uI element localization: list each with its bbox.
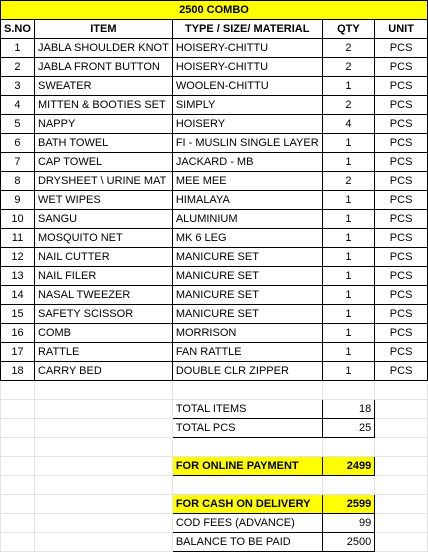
total-pcs-row bbox=[1, 419, 428, 438]
item-cell: DRYSHEET \ URINE MAT bbox=[34, 172, 172, 191]
item-cell: NAIL FILER bbox=[34, 267, 172, 286]
unit-cell: PCS bbox=[375, 115, 428, 134]
qty-cell: 1 bbox=[322, 343, 375, 362]
type-cell: FAN RATTLE bbox=[172, 343, 322, 362]
cod-fees-row-label: COD FEES (ADVANCE) bbox=[172, 514, 322, 533]
table-row bbox=[1, 267, 428, 286]
type-cell: ALUMINIUM bbox=[172, 210, 322, 229]
table-row bbox=[1, 153, 428, 172]
sno-cell: 18 bbox=[1, 362, 35, 381]
unit-cell: PCS bbox=[375, 134, 428, 153]
type-cell: JACKARD - MB bbox=[172, 153, 322, 172]
table-row bbox=[1, 229, 428, 248]
total-items-row-label: TOTAL ITEMS bbox=[172, 400, 322, 419]
qty-cell: 1 bbox=[322, 77, 375, 96]
type-cell: MK 6 LEG bbox=[172, 229, 322, 248]
online-payment-row bbox=[1, 457, 428, 476]
sno-cell: 2 bbox=[1, 58, 35, 77]
type-cell: HOISERY-CHITTU bbox=[172, 58, 322, 77]
unit-cell: PCS bbox=[375, 362, 428, 381]
table-row bbox=[1, 248, 428, 267]
item-cell: MITTEN & BOOTIES SET bbox=[34, 96, 172, 115]
type-cell: DOUBLE CLR ZIPPER bbox=[172, 362, 322, 381]
qty-cell: 1 bbox=[322, 191, 375, 210]
qty-cell: 1 bbox=[322, 248, 375, 267]
table-row bbox=[1, 305, 428, 324]
sno-cell: 8 bbox=[1, 172, 35, 191]
qty-cell: 1 bbox=[322, 362, 375, 381]
sno-cell: 3 bbox=[1, 77, 35, 96]
item-cell: NAPPY bbox=[34, 115, 172, 134]
type-cell: FI - MUSLIN SINGLE LAYER bbox=[172, 134, 322, 153]
header-unit: UNIT bbox=[375, 20, 428, 39]
unit-cell: PCS bbox=[375, 343, 428, 362]
sno-cell: 17 bbox=[1, 343, 35, 362]
qty-cell: 1 bbox=[322, 134, 375, 153]
sno-cell: 7 bbox=[1, 153, 35, 172]
qty-cell: 2 bbox=[322, 96, 375, 115]
header-item: ITEM bbox=[34, 20, 172, 39]
unit-cell: PCS bbox=[375, 229, 428, 248]
header-qty: QTY bbox=[322, 20, 375, 39]
cod-fees-row-value: 99 bbox=[322, 514, 375, 533]
table-row bbox=[1, 115, 428, 134]
cash-on-delivery-row bbox=[1, 495, 428, 514]
qty-cell: 1 bbox=[322, 267, 375, 286]
type-cell: MANICURE SET bbox=[172, 286, 322, 305]
table-row bbox=[1, 96, 428, 115]
qty-cell: 1 bbox=[322, 305, 375, 324]
qty-cell: 1 bbox=[322, 229, 375, 248]
unit-cell: PCS bbox=[375, 286, 428, 305]
sno-cell: 14 bbox=[1, 286, 35, 305]
unit-cell: PCS bbox=[375, 77, 428, 96]
cash-on-delivery-row-value: 2599 bbox=[322, 495, 375, 514]
sno-cell: 12 bbox=[1, 248, 35, 267]
sno-cell: 15 bbox=[1, 305, 35, 324]
item-cell: NASAL TWEEZER bbox=[34, 286, 172, 305]
unit-cell: PCS bbox=[375, 210, 428, 229]
qty-cell: 1 bbox=[322, 286, 375, 305]
item-cell: SWEATER bbox=[34, 77, 172, 96]
type-cell: WOOLEN-CHITTU bbox=[172, 77, 322, 96]
table-row bbox=[1, 191, 428, 210]
table-row bbox=[1, 58, 428, 77]
sno-cell: 1 bbox=[1, 39, 35, 58]
total-pcs-row-value: 25 bbox=[322, 419, 375, 438]
sno-cell: 16 bbox=[1, 324, 35, 343]
qty-cell: 2 bbox=[322, 39, 375, 58]
type-cell: HOISERY-CHITTU bbox=[172, 39, 322, 58]
sno-cell: 13 bbox=[1, 267, 35, 286]
qty-cell: 4 bbox=[322, 115, 375, 134]
item-cell: RATTLE bbox=[34, 343, 172, 362]
table-row bbox=[1, 39, 428, 58]
sno-cell: 9 bbox=[1, 191, 35, 210]
balance-row-value: 2500 bbox=[322, 533, 375, 552]
qty-cell: 1 bbox=[322, 210, 375, 229]
unit-cell: PCS bbox=[375, 324, 428, 343]
item-cell: MOSQUITO NET bbox=[34, 229, 172, 248]
header-row bbox=[1, 20, 428, 39]
qty-cell: 1 bbox=[322, 153, 375, 172]
sno-cell: 6 bbox=[1, 134, 35, 153]
header-type: TYPE / SIZE/ MATERIAL bbox=[172, 20, 322, 39]
item-cell: SAFETY SCISSOR bbox=[34, 305, 172, 324]
item-cell: JABLA FRONT BUTTON bbox=[34, 58, 172, 77]
total-items-row-value: 18 bbox=[322, 400, 375, 419]
sno-cell: 10 bbox=[1, 210, 35, 229]
table-row bbox=[1, 286, 428, 305]
type-cell: SIMPLY bbox=[172, 96, 322, 115]
table-row bbox=[1, 210, 428, 229]
type-cell: MANICURE SET bbox=[172, 305, 322, 324]
balance-row bbox=[1, 533, 428, 552]
total-pcs-row-label: TOTAL PCS bbox=[172, 419, 322, 438]
total-items-row bbox=[1, 400, 428, 419]
type-cell: HIMALAYA bbox=[172, 191, 322, 210]
unit-cell: PCS bbox=[375, 248, 428, 267]
item-cell: BATH TOWEL bbox=[34, 134, 172, 153]
type-cell: HOISERY bbox=[172, 115, 322, 134]
item-cell: JABLA SHOULDER KNOT bbox=[34, 39, 172, 58]
unit-cell: PCS bbox=[375, 58, 428, 77]
sno-cell: 5 bbox=[1, 115, 35, 134]
type-cell: MEE MEE bbox=[172, 172, 322, 191]
cash-on-delivery-row-label: FOR CASH ON DELIVERY bbox=[172, 495, 322, 514]
type-cell: MORRISON bbox=[172, 324, 322, 343]
table-row bbox=[1, 172, 428, 191]
unit-cell: PCS bbox=[375, 96, 428, 115]
qty-cell: 1 bbox=[322, 324, 375, 343]
type-cell: MANICURE SET bbox=[172, 267, 322, 286]
sno-cell: 4 bbox=[1, 96, 35, 115]
table-row bbox=[1, 362, 428, 381]
balance-row-label: BALANCE TO BE PAID bbox=[172, 533, 322, 552]
qty-cell: 2 bbox=[322, 58, 375, 77]
unit-cell: PCS bbox=[375, 39, 428, 58]
unit-cell: PCS bbox=[375, 267, 428, 286]
unit-cell: PCS bbox=[375, 191, 428, 210]
table-row bbox=[1, 324, 428, 343]
header-sno: S.NO bbox=[1, 20, 35, 39]
sheet-title: 2500 COMBO bbox=[1, 1, 428, 20]
cod-fees-row bbox=[1, 514, 428, 533]
online-payment-row-value: 2499 bbox=[322, 457, 375, 476]
item-cell: NAIL CUTTER bbox=[34, 248, 172, 267]
item-cell: CAP TOWEL bbox=[34, 153, 172, 172]
table-row bbox=[1, 134, 428, 153]
table-row bbox=[1, 343, 428, 362]
item-cell: CARRY BED bbox=[34, 362, 172, 381]
item-cell: WET WIPES bbox=[34, 191, 172, 210]
online-payment-row-label: FOR ONLINE PAYMENT bbox=[172, 457, 322, 476]
unit-cell: PCS bbox=[375, 305, 428, 324]
sno-cell: 11 bbox=[1, 229, 35, 248]
qty-cell: 2 bbox=[322, 172, 375, 191]
unit-cell: PCS bbox=[375, 153, 428, 172]
item-cell: SANGU bbox=[34, 210, 172, 229]
type-cell: MANICURE SET bbox=[172, 248, 322, 267]
table-row bbox=[1, 77, 428, 96]
item-cell: COMB bbox=[34, 324, 172, 343]
unit-cell: PCS bbox=[375, 172, 428, 191]
